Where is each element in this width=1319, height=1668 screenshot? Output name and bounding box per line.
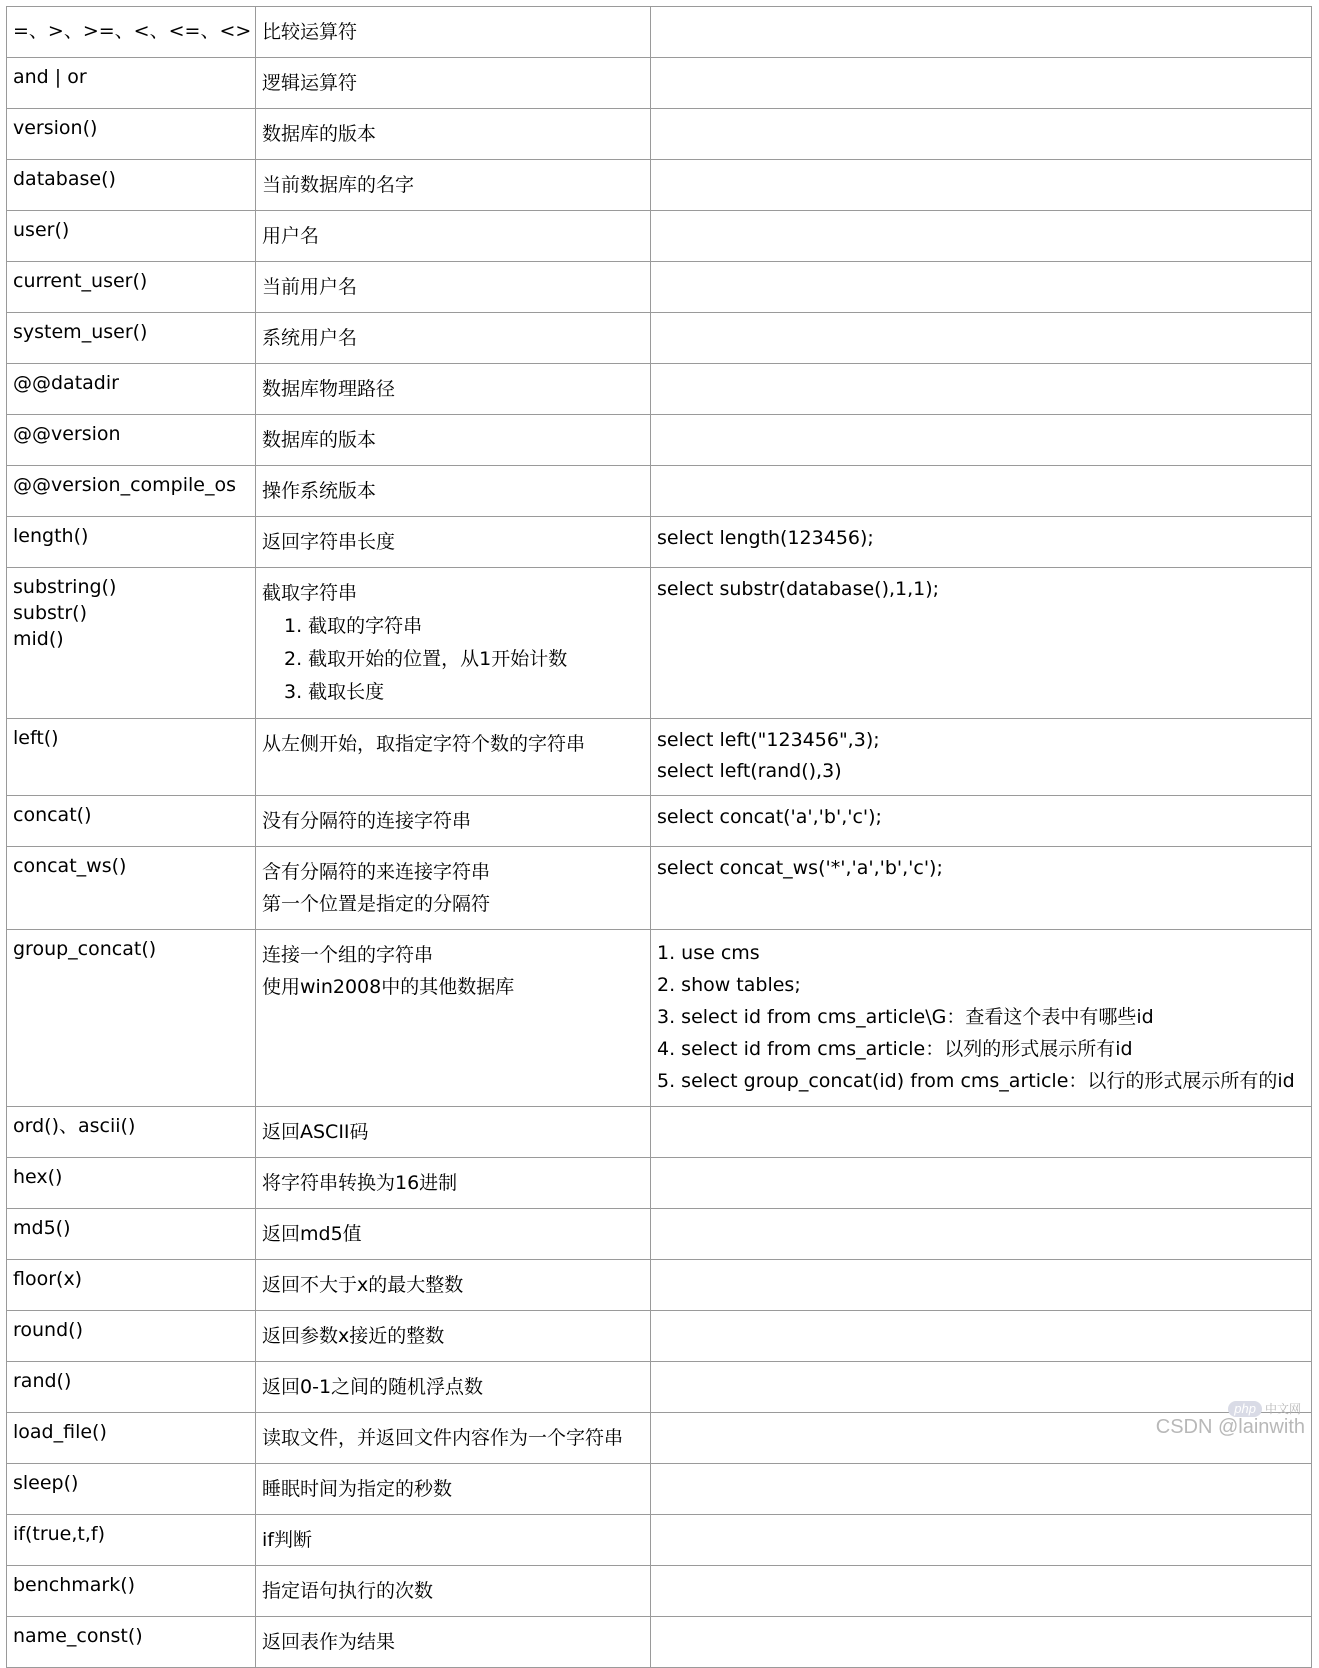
function-name-cell — [7, 517, 256, 568]
function-name-cell — [7, 1413, 256, 1464]
example-cell — [651, 719, 1312, 796]
function-name: floor(x) — [13, 1268, 83, 1290]
description-cell — [256, 160, 651, 211]
table-row — [7, 160, 1312, 211]
description-text: 数据库的版本 — [262, 123, 377, 145]
description-cell — [256, 109, 651, 160]
description-cell — [256, 719, 651, 796]
description-text: 读取文件，并返回文件内容作为一个字符串 — [262, 1427, 624, 1449]
description-text: 返回参数x接近的整数 — [262, 1325, 445, 1347]
function-name-cell — [7, 1362, 256, 1413]
function-name: rand() — [13, 1370, 72, 1392]
description-text: 当前用户名 — [262, 276, 358, 298]
example-cell — [651, 930, 1312, 1107]
example-cell — [651, 796, 1312, 847]
example-cell — [651, 313, 1312, 364]
description-cell — [256, 211, 651, 262]
table-row — [7, 1515, 1312, 1566]
function-name-cell — [7, 1515, 256, 1566]
function-name-cell — [7, 1617, 256, 1668]
php-logo-icon: php — [1228, 1401, 1262, 1417]
function-name-cell — [7, 719, 256, 796]
description-text: 连接一个组的字符串 — [262, 944, 434, 966]
description-cell — [256, 1158, 651, 1209]
example-sql: select left(rand(),3) — [657, 760, 842, 782]
php-watermark-badge — [1228, 1400, 1301, 1417]
example-cell — [651, 1464, 1312, 1515]
table-row — [7, 1464, 1312, 1515]
function-name: @@datadir — [13, 372, 119, 394]
description-cell — [256, 1260, 651, 1311]
description-cell — [256, 847, 651, 930]
description-cell — [256, 930, 651, 1107]
example-cell — [651, 364, 1312, 415]
description-text: 将字符串转换为16进制 — [262, 1172, 458, 1194]
table-row — [7, 1566, 1312, 1617]
description-list-item: 1. 截取的字符串 — [284, 615, 423, 637]
description-cell — [256, 1413, 651, 1464]
function-name-cell — [7, 364, 256, 415]
description-text: 睡眠时间为指定的秒数 — [262, 1478, 453, 1500]
function-name: substr() — [13, 602, 87, 624]
example-cell — [651, 7, 1312, 58]
description-cell — [256, 415, 651, 466]
csdn-watermark: CSDN @lainwith — [1155, 1416, 1305, 1438]
description-text: 返回0-1之间的随机浮点数 — [262, 1376, 484, 1398]
function-name-cell — [7, 7, 256, 58]
description-text: 返回字符串长度 — [262, 531, 396, 553]
description-cell — [256, 313, 651, 364]
table-row — [7, 930, 1312, 1107]
function-name: system_user() — [13, 321, 148, 343]
php-badge-text: 中文网 — [1264, 1402, 1301, 1416]
example-cell — [651, 160, 1312, 211]
function-name-cell — [7, 1209, 256, 1260]
table-row — [7, 796, 1312, 847]
description-cell — [256, 517, 651, 568]
function-name: current_user() — [13, 270, 148, 292]
function-name: md5() — [13, 1217, 71, 1239]
example-list-item: 2. show tables; — [657, 974, 801, 996]
function-table — [6, 6, 1312, 1668]
table-row — [7, 568, 1312, 719]
description-text: 返回表作为结果 — [262, 1631, 396, 1653]
function-name-cell — [7, 1566, 256, 1617]
description-text: 逻辑运算符 — [262, 72, 358, 94]
table-row — [7, 517, 1312, 568]
description-cell — [256, 1515, 651, 1566]
function-name: concat_ws() — [13, 855, 127, 877]
function-name: database() — [13, 168, 116, 190]
description-cell — [256, 796, 651, 847]
description-text: 截取字符串 — [262, 582, 358, 604]
description-cell — [256, 1311, 651, 1362]
description-text: 数据库物理路径 — [262, 378, 396, 400]
function-name-cell — [7, 1260, 256, 1311]
description-cell — [256, 1617, 651, 1668]
function-name-cell — [7, 796, 256, 847]
example-sql: select substr(database(),1,1); — [657, 578, 940, 600]
table-row — [7, 7, 1312, 58]
function-name-cell — [7, 262, 256, 313]
description-list-item: 2. 截取开始的位置，从1开始计数 — [284, 648, 568, 670]
description-text: 当前数据库的名字 — [262, 174, 415, 196]
function-name-cell — [7, 1107, 256, 1158]
function-name: @@version_compile_os — [13, 474, 236, 496]
example-cell — [651, 1515, 1312, 1566]
example-list-item: 5. select group_concat(id) from cms_article：以行的形式展示所有的id — [657, 1070, 1295, 1092]
description-cell — [256, 1464, 651, 1515]
description-cell — [256, 568, 651, 719]
function-name: round() — [13, 1319, 83, 1341]
example-sql: select length(123456); — [657, 527, 874, 549]
function-name: benchmark() — [13, 1574, 136, 1596]
table-row — [7, 1413, 1312, 1464]
table-row — [7, 1260, 1312, 1311]
table-row — [7, 1209, 1312, 1260]
description-text: if判断 — [262, 1529, 312, 1551]
table-row — [7, 1362, 1312, 1413]
function-name-cell — [7, 1311, 256, 1362]
function-table-body — [7, 7, 1312, 1668]
description-text: 比较运算符 — [262, 21, 358, 43]
function-name: @@version — [13, 423, 121, 445]
function-name: name_const() — [13, 1625, 143, 1647]
function-name: left() — [13, 727, 59, 749]
description-text: 从左侧开始，取指定字符个数的字符串 — [262, 733, 586, 755]
example-cell — [651, 211, 1312, 262]
function-name-cell — [7, 160, 256, 211]
example-sql: select concat_ws('*','a','b','c'); — [657, 857, 943, 879]
function-name-cell — [7, 930, 256, 1107]
table-row — [7, 1107, 1312, 1158]
description-text: 返回不大于x的最大整数 — [262, 1274, 464, 1296]
description-cell — [256, 58, 651, 109]
example-cell — [651, 517, 1312, 568]
description-cell — [256, 466, 651, 517]
description-text: 操作系统版本 — [262, 480, 377, 502]
example-cell — [651, 466, 1312, 517]
function-name: substring() — [13, 576, 117, 598]
function-name: hex() — [13, 1166, 63, 1188]
description-cell — [256, 1209, 651, 1260]
example-cell — [651, 1209, 1312, 1260]
description-cell — [256, 1566, 651, 1617]
function-name-cell — [7, 847, 256, 930]
function-name-cell — [7, 211, 256, 262]
function-name: concat() — [13, 804, 92, 826]
function-name-cell — [7, 109, 256, 160]
function-name: ord()、ascii() — [13, 1115, 136, 1137]
example-cell — [651, 1158, 1312, 1209]
description-text: 第一个位置是指定的分隔符 — [262, 893, 491, 915]
table-row — [7, 1311, 1312, 1362]
example-sql: select concat('a','b','c'); — [657, 806, 882, 828]
description-text: 指定语句执行的次数 — [262, 1580, 434, 1602]
example-cell — [651, 847, 1312, 930]
example-cell — [651, 58, 1312, 109]
description-cell — [256, 7, 651, 58]
function-name: length() — [13, 525, 89, 547]
function-name: version() — [13, 117, 98, 139]
description-text: 含有分隔符的来连接字符串 — [262, 861, 491, 883]
function-name: group_concat() — [13, 938, 157, 960]
function-name: sleep() — [13, 1472, 79, 1494]
table-row — [7, 211, 1312, 262]
description-cell — [256, 364, 651, 415]
table-row — [7, 847, 1312, 930]
description-text: 用户名 — [262, 225, 320, 247]
description-list-item: 3. 截取长度 — [284, 681, 385, 703]
function-name-cell — [7, 313, 256, 364]
description-text: 系统用户名 — [262, 327, 358, 349]
example-cell — [651, 568, 1312, 719]
function-name: =、>、>=、<、<=、<> — [13, 20, 252, 42]
example-cell — [651, 415, 1312, 466]
example-list-item: 3. select id from cms_article\G：查看这个表中有哪些id — [657, 1006, 1154, 1028]
function-name: load_file() — [13, 1421, 107, 1443]
example-cell — [651, 1362, 1312, 1413]
example-cell — [651, 1260, 1312, 1311]
table-row — [7, 719, 1312, 796]
description-text: 数据库的版本 — [262, 429, 377, 451]
example-cell — [651, 1566, 1312, 1617]
table-row — [7, 1158, 1312, 1209]
table-row — [7, 313, 1312, 364]
function-name: and | or — [13, 66, 87, 88]
table-row — [7, 58, 1312, 109]
description-cell — [256, 1362, 651, 1413]
function-name-cell — [7, 415, 256, 466]
function-name-cell — [7, 568, 256, 719]
example-sql: select left("123456",3); — [657, 729, 880, 751]
description-cell — [256, 262, 651, 313]
example-cell — [651, 1107, 1312, 1158]
example-cell — [651, 1617, 1312, 1668]
function-name: user() — [13, 219, 70, 241]
example-list-item: 4. select id from cms_article：以列的形式展示所有id — [657, 1038, 1133, 1060]
description-text: 使用win2008中的其他数据库 — [262, 976, 515, 998]
function-name: mid() — [13, 628, 64, 650]
function-name-cell — [7, 1158, 256, 1209]
function-name-cell — [7, 466, 256, 517]
example-list-item: 1. use cms — [657, 942, 760, 964]
table-row — [7, 109, 1312, 160]
function-name-cell — [7, 1464, 256, 1515]
description-text: 没有分隔符的连接字符串 — [262, 810, 472, 832]
description-text: 返回ASCII码 — [262, 1121, 369, 1143]
table-row — [7, 415, 1312, 466]
description-text: 返回md5值 — [262, 1223, 362, 1245]
table-row — [7, 364, 1312, 415]
description-cell — [256, 1107, 651, 1158]
table-row — [7, 262, 1312, 313]
example-cell — [651, 1311, 1312, 1362]
table-row — [7, 466, 1312, 517]
example-cell — [651, 109, 1312, 160]
function-name-cell — [7, 58, 256, 109]
table-row — [7, 1617, 1312, 1668]
function-name: if(true,t,f) — [13, 1523, 106, 1545]
example-cell — [651, 262, 1312, 313]
